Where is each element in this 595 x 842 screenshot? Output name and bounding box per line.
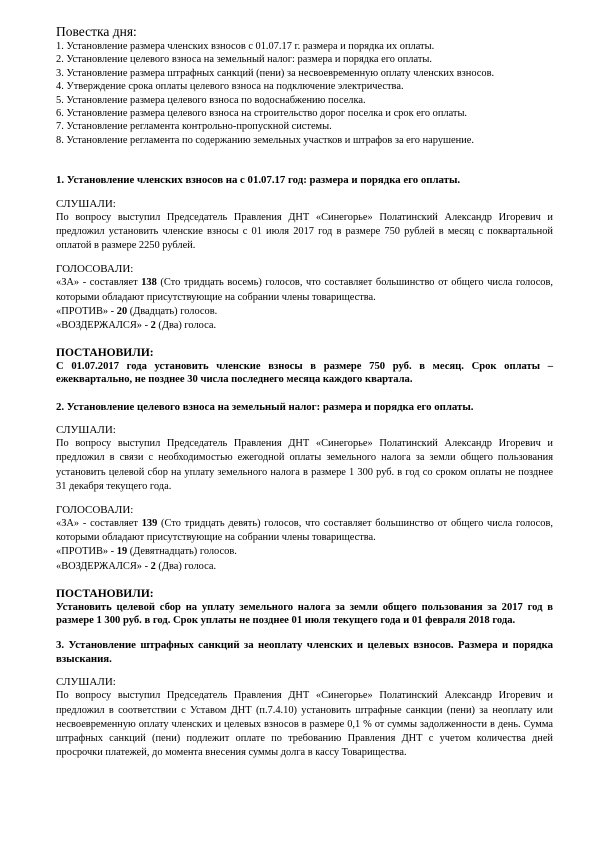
section-1-heard-label: СЛУШАЛИ:: [56, 197, 116, 210]
section-2-decided-text: Установить целевой сбор на уплату земельного налога за земли общего пользования за 2017 год в размере 1 300 руб. в год. Срок уплаты не позднее 01 июля текущего года и 01 февраля 2018 года.: [56, 601, 553, 627]
section-1-vote-abstain: [56, 319, 553, 333]
vote-abstain-suffix: (Два) голоса.: [155, 319, 217, 331]
vote-for-count: 138: [141, 277, 157, 289]
agenda-item: 8. Установление регламента по содержанию земельных участков и штрафов за его нарушение.: [56, 134, 474, 146]
vote-for-suffix: (Сто тридцать восемь) голосов, что составляет большинство от общего числа голосов, которыми обладают присутствующие на собрании члены товарищества.: [56, 277, 554, 303]
agenda-item: 1. Установление размера членских взносов с 01.07.17 г. размера и порядка их оплаты.: [56, 41, 435, 52]
vote-abstain-prefix: «ВОЗДЕРЖАЛСЯ» -: [56, 319, 151, 331]
vote-against-prefix: «ПРОТИВ» -: [56, 305, 117, 317]
section-3-heard-label: СЛУШАЛИ:: [56, 676, 116, 689]
section-1-title: 1. Установление членских взносов на с 01.07.17 год: размера и порядка его оплаты.: [56, 174, 461, 187]
vote-abstain-prefix: «ВОЗДЕРЖАЛСЯ» -: [56, 560, 151, 572]
section-1-vote-for: [56, 276, 553, 304]
vote-for-suffix: (Сто тридцать девять) голосов, что составляет большинство от общего числа голосов, которыми обладают присутствующие на собрании члены товарищества.: [56, 518, 553, 544]
agenda-item: 6. Установление размера целевого взноса на строительство дорог поселка и срок его оплаты.: [56, 108, 468, 120]
vote-against-count: 19: [116, 546, 128, 558]
section-1-heard-text: По вопросу выступил Председатель Правления ДНТ «Синегорье» Полатинский Александр Игоревич и предложил установить членские взносы с 01 июля 2017 год в размере 750 рублей в месяц с поквартальной оплатой в размере 2250 рублей.: [56, 211, 553, 252]
section-2-decided-label: ПОСТАНОВИЛИ:: [56, 587, 154, 600]
section-2-vote-for: [56, 517, 553, 545]
section-1-decided-text: С 01.07.2017 года установить членские взносы в размере 750 руб. в месяц. Срок оплаты – ежеквартально, не позднее 30 числа последнего месяца каждого квартала.: [56, 361, 553, 386]
vote-against-suffix: (Девятнадцать) голосов.: [127, 546, 237, 558]
vote-against-count: 20: [116, 305, 128, 317]
section-2-vote-abstain: [56, 560, 553, 574]
agenda-item: 7. Установление регламента контрольно-пропускной системы.: [56, 121, 332, 133]
vote-abstain-count: 2: [150, 319, 156, 331]
section-3-title: 3. Установление штрафных санкций за неоплату членских и целевых взносов. Размера и порядка взыскания.: [56, 639, 553, 665]
agenda-title: Повестка дня:: [56, 24, 137, 39]
agenda-item: 3. Установление размера штрафных санкций (пени) за несвоевременную оплату членских взносов.: [56, 67, 495, 79]
section-2-vote-against: [56, 545, 553, 559]
section-2-heard-text: По вопросу выступил Председатель Правления ДНТ «Синегорье» Полатинский Александр Игоревич и предложил в связи с необходимостью ежегодной оплаты земельного налога за земли общего пользования установить целевой сбор на уплату земельного налога в размере 1 300 руб. в год со сроком оплаты не позднее 31 декабря текущего года.: [56, 438, 553, 492]
section-1-voted-label: ГОЛОСОВАЛИ:: [56, 263, 134, 276]
document-page: [56, 24, 553, 761]
section-1-decided-label: ПОСТАНОВИЛИ:: [56, 347, 154, 360]
section-2-heard-label: СЛУШАЛИ:: [56, 424, 116, 437]
agenda-item: 4. Утверждение срока оплаты целевого взноса на подключение электричества.: [56, 81, 404, 93]
vote-for-prefix: «ЗА» - составляет: [56, 518, 142, 530]
vote-abstain-suffix: (Два) голоса.: [155, 560, 217, 572]
vote-for-prefix: «ЗА» - составляет: [56, 277, 142, 289]
vote-against-suffix: (Двадцать) голосов.: [127, 305, 218, 317]
agenda-item: 2. Установление целевого взноса на земельный налог: размера и порядка его оплаты.: [56, 54, 432, 66]
section-2-voted-label: ГОЛОСОВАЛИ:: [56, 504, 134, 517]
vote-abstain-count: 2: [150, 560, 156, 572]
agenda-item: 5. Установление размера целевого взноса по водоснабжению поселка.: [56, 94, 366, 106]
section-2-title: 2. Установление целевого взноса на земельный налог: размера и порядка его оплаты.: [56, 400, 474, 413]
agenda-list: [56, 40, 553, 147]
vote-for-count: 139: [141, 518, 158, 530]
section-3-heard-text: По вопросу выступил Председатель Правления ДНТ «Синегорье» Полатинский Александр Игоревич и предложил в соответствии с Уставом ДНТ (п.7.4.10) установить штрафные санкции (пени) за неоплату или несвоевременную оплату членских и целевых взносов в размере 0,1 % от суммы задолженности в день. Сумма штрафных санкций (пени) подлежит оплате по требованию Правления ДНТ с учетом количества дней просрочки платежей, до момента внесения суммы долга в кассу Товарищества.: [56, 690, 553, 759]
section-1-vote-against: [56, 305, 553, 319]
vote-against-prefix: «ПРОТИВ» -: [56, 546, 117, 558]
